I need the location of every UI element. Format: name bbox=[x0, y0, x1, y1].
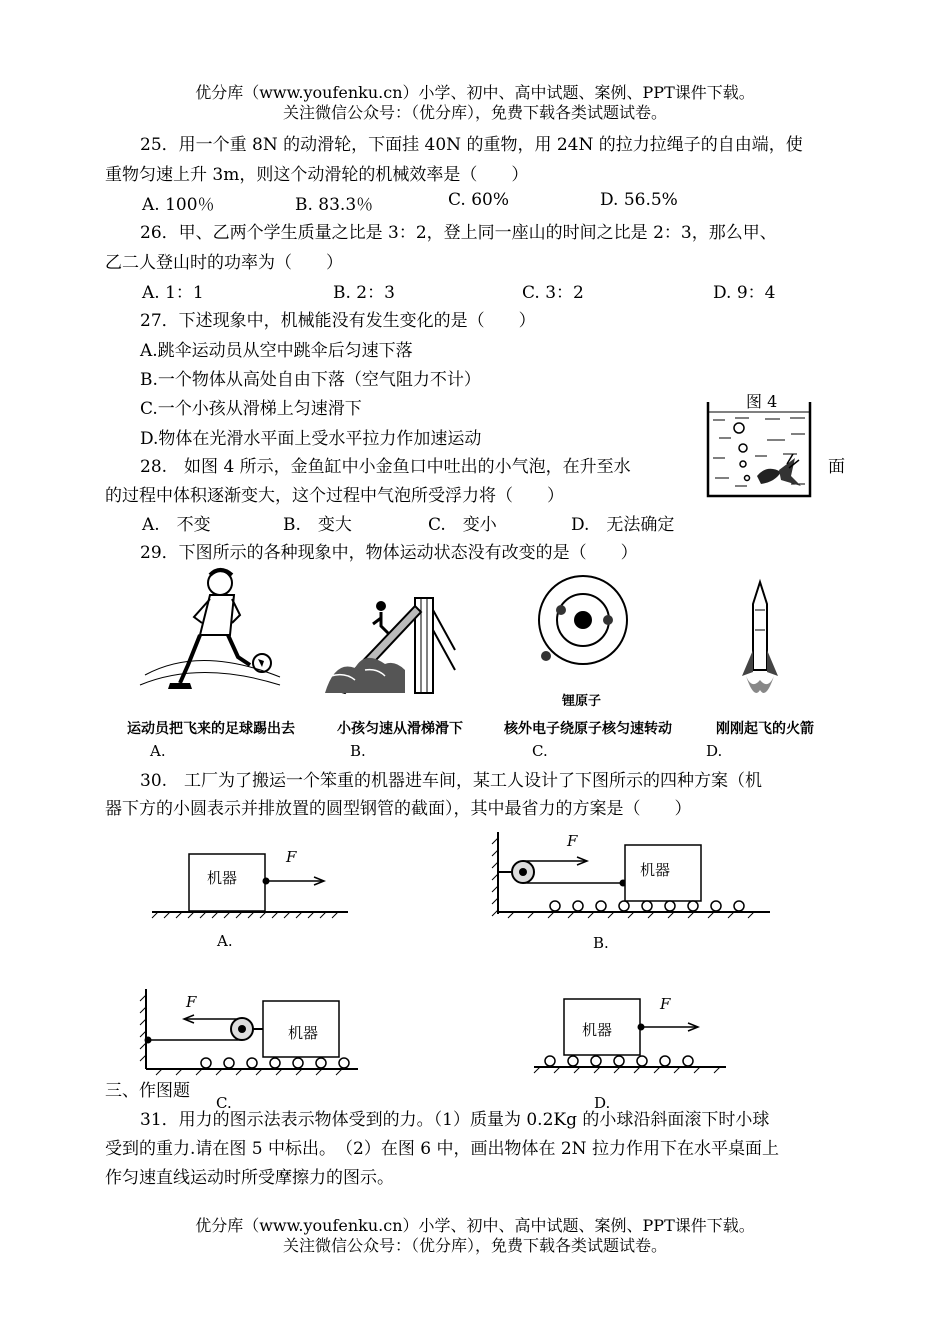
q27-stem: 27．下述现象中，机械能没有发生变化的是（ ） bbox=[140, 311, 536, 331]
scheme-a-figure bbox=[150, 840, 350, 920]
section-3-title: 三、作图题 bbox=[105, 1081, 190, 1101]
q30-letter-a: A. bbox=[217, 932, 233, 950]
scheme-d-force-label: F bbox=[660, 995, 671, 1013]
rocket-figure bbox=[730, 580, 790, 700]
goldfish-icon bbox=[757, 454, 801, 486]
q27-option-d: D.物体在光滑水平面上受水平拉力作加速运动 bbox=[140, 429, 482, 449]
q29-letter-a: A. bbox=[150, 742, 166, 760]
q26-option-b: B. 2：3 bbox=[333, 283, 395, 303]
q30-line-2: 器下方的小圆表示并排放置的圆型钢管的截面），其中最省力的方案是（ ） bbox=[105, 799, 692, 819]
q28-line-1-end: 面 bbox=[828, 457, 845, 477]
q26-line-2: 乙二人登山时的功率为（ ） bbox=[105, 253, 343, 273]
q27-option-a: A.跳伞运动员从空中跳伞后匀速下落 bbox=[140, 341, 413, 361]
q29-letter-d: D. bbox=[706, 742, 723, 760]
bubble-icon bbox=[734, 423, 750, 481]
scheme-b-figure bbox=[490, 828, 775, 918]
q31-line-3: 作匀速直线运动时所受摩擦力的图示。 bbox=[105, 1168, 394, 1188]
caption-a: 运动员把飞来的足球踢出去 bbox=[127, 721, 295, 737]
q25-option-b: B. 83.3％ bbox=[295, 195, 374, 215]
scheme-c-figure bbox=[138, 985, 363, 1075]
q29-letter-c: C. bbox=[532, 742, 548, 760]
q26-option-a: A. 1：1 bbox=[142, 283, 204, 303]
footer-line-2: 关注微信公众号：（优分库），免费下载各类试题试卷。 bbox=[282, 1236, 667, 1255]
q30-letter-c: C. bbox=[216, 1094, 232, 1112]
q25-option-d: D. 56.5% bbox=[600, 190, 678, 210]
q25-line-2: 重物匀速上升 3m，则这个动滑轮的机械效率是（ ） bbox=[105, 165, 529, 185]
footer-line-1: 优分库（www.youfenku.cn）小学、初中、高中试题、案例、PPT课件下载。 bbox=[195, 1216, 755, 1235]
fish-tank-figure bbox=[705, 398, 815, 498]
q28-line-1: 28. 如图 4 所示，金鱼缸中小金鱼口中吐出的小气泡，在升至水 bbox=[140, 457, 631, 477]
caption-c: 核外电子绕原子核匀速转动 bbox=[504, 721, 672, 737]
scheme-b-machine-label: 机器 bbox=[640, 861, 671, 879]
lithium-atom-figure bbox=[528, 570, 638, 700]
playground-slide-figure bbox=[325, 590, 465, 695]
scheme-d-figure bbox=[530, 995, 730, 1075]
q27-option-b: B.一个物体从高处自由下落（空气阻力不计） bbox=[140, 370, 481, 390]
header-line-2: 关注微信公众号：（优分库），免费下载各类试题试卷。 bbox=[282, 103, 667, 122]
header-line-1: 优分库（www.youfenku.cn）小学、初中、高中试题、案例、PPT课件下载。 bbox=[195, 83, 755, 102]
q31-line-2: 受到的重力.请在图 5 中标出。 （2）在图 6 中，画出物体在 2N 拉力作用下在水平桌面上 bbox=[105, 1139, 779, 1159]
scheme-a-machine-label: 机器 bbox=[207, 869, 238, 887]
caption-d: 刚刚起飞的火箭 bbox=[716, 721, 814, 737]
caption-b: 小孩匀速从滑梯滑下 bbox=[337, 721, 463, 737]
q28-option-c: C. 变小 bbox=[428, 515, 497, 535]
q26-line-1: 26．甲、乙两个学生质量之比是 3：2，登上同一座山的时间之比是 2：3，那么甲、 bbox=[140, 223, 777, 243]
q31-line-1: 31．用力的图示法表示物体受到的力。（1）质量为 0.2Kg 的小球沿斜面滚下时小球 bbox=[140, 1110, 770, 1130]
q28-option-a: A. 不变 bbox=[142, 515, 211, 535]
q28-option-d: D. 无法确定 bbox=[571, 515, 675, 535]
q26-option-c: C. 3：2 bbox=[522, 283, 584, 303]
atom-label: 锂原子 bbox=[562, 694, 602, 709]
q27-option-c: C.一个小孩从滑梯上匀速滑下 bbox=[140, 399, 362, 419]
q30-letter-b: B. bbox=[593, 934, 609, 952]
soccer-player-figure bbox=[140, 565, 290, 695]
q29-stem: 29．下图所示的各种现象中，物体运动状态没有改变的是（ ） bbox=[140, 543, 638, 563]
q25-option-c: C. 60% bbox=[448, 190, 509, 210]
q30-letter-d: D. bbox=[594, 1094, 611, 1112]
scheme-a-force-label: F bbox=[286, 848, 297, 866]
scheme-d-machine-label: 机器 bbox=[582, 1021, 613, 1039]
figure-4-label: 图 4 bbox=[746, 392, 778, 411]
scheme-b-force-label: F bbox=[567, 832, 578, 850]
scheme-c-machine-label: 机器 bbox=[288, 1024, 319, 1042]
scheme-c-force-label: F bbox=[186, 993, 197, 1011]
q28-line-2: 的过程中体积逐渐变大，这个过程中气泡所受浮力将（ ） bbox=[105, 486, 564, 506]
q30-line-1: 30. 工厂为了搬运一个笨重的机器进车间，某工人设计了下图所示的四种方案（机 bbox=[140, 771, 763, 791]
q25-line-1: 25．用一个重 8N 的动滑轮，下面挂 40N 的重物，用 24N 的拉力拉绳子的自由端，使 bbox=[140, 135, 803, 155]
q29-letter-b: B. bbox=[350, 742, 366, 760]
q25-option-a: A. 100％ bbox=[142, 195, 215, 215]
q26-option-d: D. 9：4 bbox=[713, 283, 776, 303]
q28-option-b: B. 变大 bbox=[283, 515, 352, 535]
